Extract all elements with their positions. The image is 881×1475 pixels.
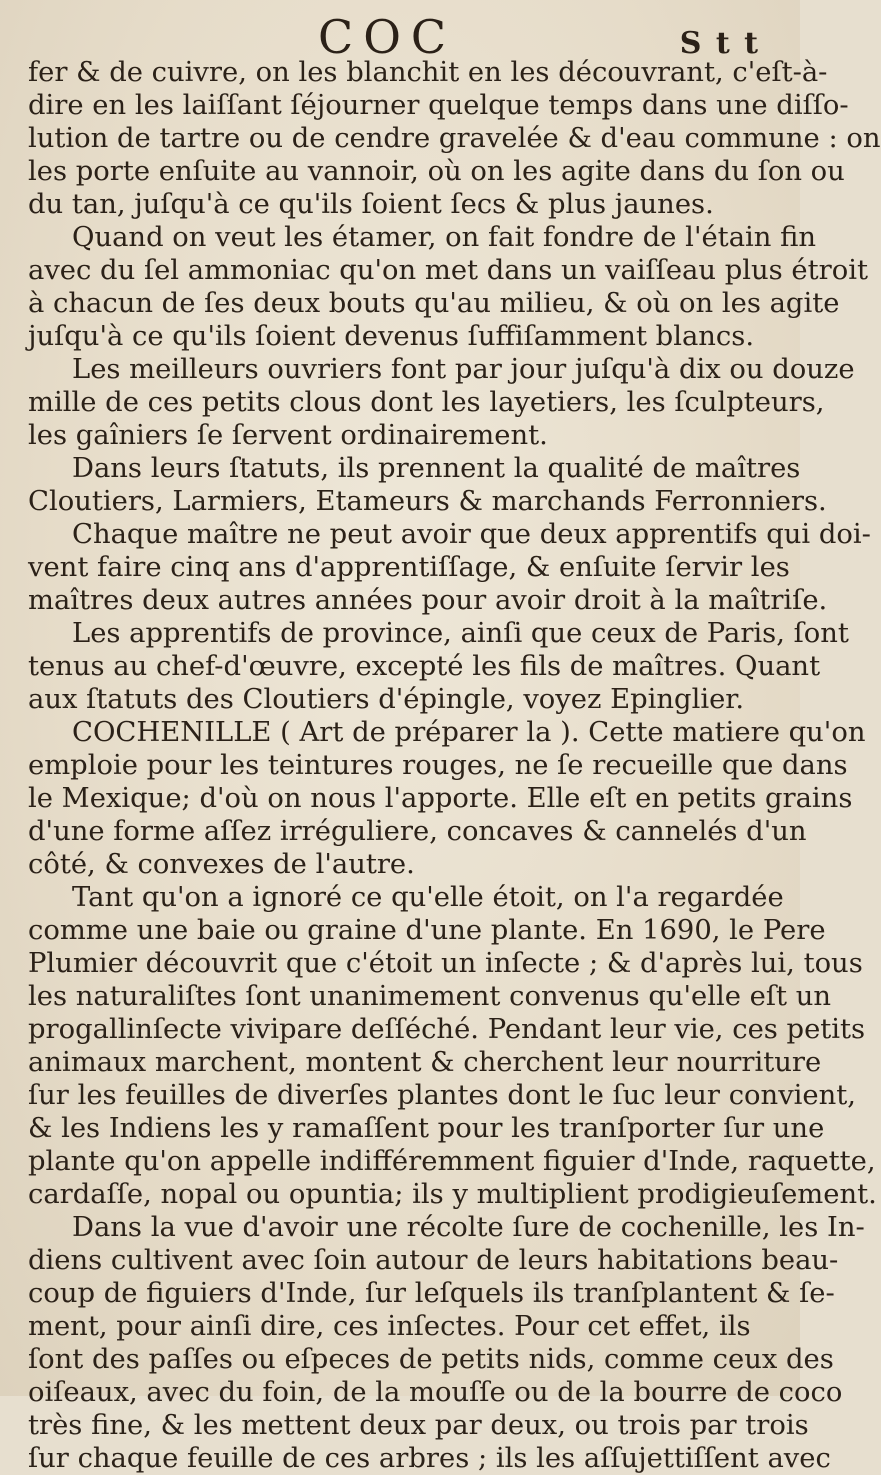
text-line: animaux marchent, montent & cherchent leur nourriture: [28, 1047, 822, 1078]
text-line: les naturaliſtes ſont unanimement convenus qu'elle eſt un: [28, 981, 832, 1012]
entry-heading-line: COCHENILLE ( Art de préparer la ). Cette matiere qu'on: [72, 717, 866, 748]
text-line: du tan, juſqu'à ce qu'ils ſoient ſecs & plus jaunes.: [28, 189, 714, 220]
body-text: [28, 56, 881, 1475]
text-line: fer & de cuivre, on les blanchit en les découvrant, c'eſt-à-: [28, 57, 828, 88]
text-line: progallinſecte vivipare deſſéché. Pendant leur vie, ces petits: [28, 1014, 866, 1045]
running-head: COC: [318, 10, 457, 64]
text-line: plante qu'on appelle indifféremment figuier d'Inde, raquette,: [28, 1146, 876, 1177]
text-line: vent faire cinq ans d'apprentiſſage, & enſuite ſervir les: [28, 552, 790, 583]
text-line: ſont des paſſes ou eſpeces de petits nids, comme ceux des: [28, 1344, 834, 1375]
signature-mark: S t t: [679, 26, 760, 61]
text-line: Cloutiers, Larmiers, Etameurs & marchands Ferronniers.: [28, 486, 827, 517]
text-line: tenus au chef-d'œuvre, excepté les fils de maîtres. Quant: [28, 651, 821, 682]
text-line: mille de ces petits clous dont les layetiers, les ſculpteurs,: [28, 387, 825, 418]
text-line: maîtres deux autres années pour avoir droit à la maîtriſe.: [28, 585, 828, 616]
text-line: & les Indiens les y ramaſſent pour les tranſporter ſur une: [28, 1113, 825, 1144]
text-line: très fine, & les mettent deux par deux, ou trois par trois: [28, 1410, 809, 1441]
text-line: ſur les feuilles de diverſes plantes dont le ſuc leur convient,: [28, 1080, 856, 1111]
text-line: côté, & convexes de l'autre.: [28, 849, 415, 880]
text-line: emploie pour les teintures rouges, ne ſe recueille que dans: [28, 750, 848, 781]
text-line: comme une baie ou graine d'une plante. En 1690, le Pere: [28, 915, 826, 946]
text-line: aux ſtatuts des Cloutiers d'épingle, voyez Epinglier.: [28, 684, 745, 715]
text-line: diens cultivent avec ſoin autour de leurs habitations beau-: [28, 1245, 839, 1276]
text-line: à chacun de ſes deux bouts qu'au milieu, & où on les agite: [28, 288, 840, 319]
text-line: Chaque maître ne peut avoir que deux apprentifs qui doi-: [72, 519, 871, 550]
text-line: les gaîniers ſe ſervent ordinairement.: [28, 420, 548, 451]
text-line: avec du ſel ammoniac qu'on met dans un vaiſſeau plus étroit: [28, 255, 868, 286]
text-line: ſur chaque feuille de ces arbres ; ils les aſſujettiſſent avec: [28, 1443, 831, 1474]
text-line: cardaſſe, nopal ou opuntia; ils y multiplient prodigieuſement.: [28, 1179, 877, 1210]
text-line: Les meilleurs ouvriers font par jour juſqu'à dix ou douze: [72, 354, 855, 385]
text-line: Plumier découvrit que c'étoit un inſecte ; & d'après lui, tous: [28, 948, 863, 979]
text-line: les porte enſuite au vannoir, où on les agite dans du ſon ou: [28, 156, 845, 187]
text-line: Dans la vue d'avoir une récolte ſure de cochenille, les In-: [72, 1212, 865, 1243]
text-line: ment, pour ainſi dire, ces inſectes. Pour cet effet, ils: [28, 1311, 751, 1342]
text-line: le Mexique; d'où on nous l'apporte. Elle eſt en petits grains: [28, 783, 853, 814]
text-line: Les apprentifs de province, ainſi que ceux de Paris, ſont: [72, 618, 849, 649]
text-line: lution de tartre ou de cendre gravelée & d'eau commune : on: [28, 123, 881, 154]
text-line: coup de figuiers d'Inde, ſur leſquels ils tranſplantent & ſe-: [28, 1278, 835, 1309]
text-line: oiſeaux, avec du foin, de la mouſſe ou de la bourre de coco: [28, 1377, 843, 1408]
text-line: Dans leurs ſtatuts, ils prennent la qualité de maîtres: [72, 453, 801, 484]
text-line: juſqu'à ce qu'ils ſoient devenus ſuffiſamment blancs.: [28, 321, 755, 352]
text-line: dire en les laiſſant ſéjourner quelque temps dans une diſſo-: [28, 90, 849, 121]
text-line: d'une forme aſſez irréguliere, concaves & cannelés d'un: [28, 816, 807, 847]
text-line: Tant qu'on a ignoré ce qu'elle étoit, on l'a regardée: [72, 882, 784, 913]
text-line: Quand on veut les étamer, on fait fondre de l'étain fin: [72, 222, 817, 253]
